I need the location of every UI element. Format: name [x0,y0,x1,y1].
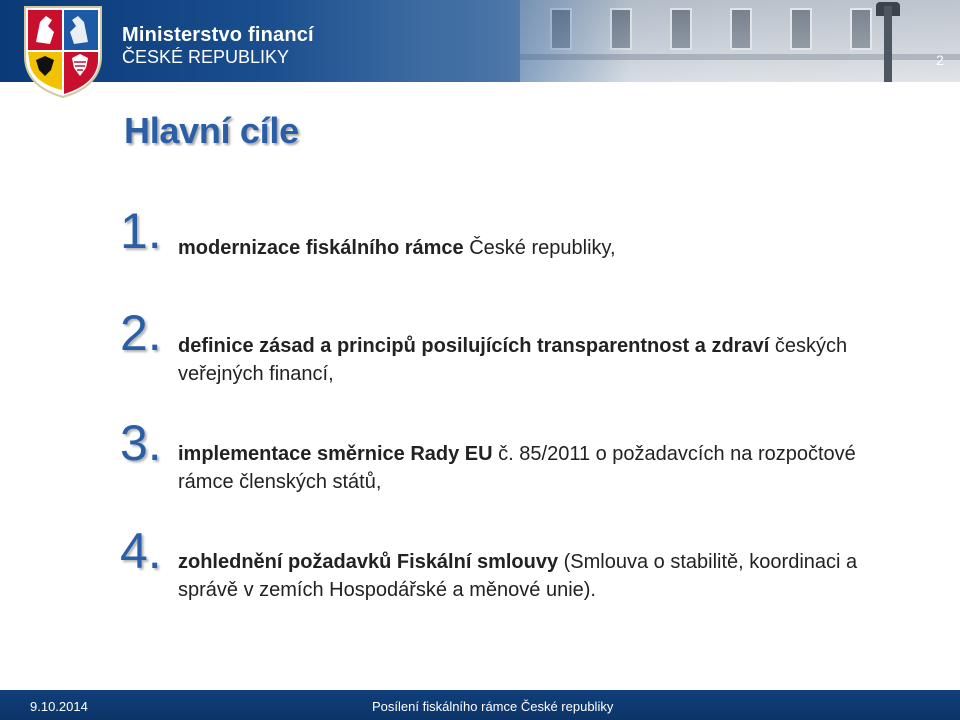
slide-title: Hlavní cíle [124,110,299,151]
lamp-post [884,6,892,82]
goal-bold-text: implementace směrnice Rady EU [178,443,493,465]
goal-bold-text: definice zásad a principů posilujících transparentnost a zdraví [178,335,770,357]
goal-number: 1. [120,203,162,259]
ministry-subtitle: ČESKÉ REPUBLIKY [122,47,290,67]
footer-title: Posílení fiskálního rámce České republiky [372,699,614,714]
ministry-title: Ministerstvo financí [122,24,314,46]
header-fade [430,0,630,82]
goal-rest-text: (Smlouva o stabilitě, koordinaci a správě v zemích Hospodářské a měnové unie). [178,551,858,601]
goal-text [178,548,878,604]
window-decoration [850,8,872,50]
goal-bold-text: modernizace fiskálního rámce [178,237,464,259]
coat-of-arms-icon [22,4,104,100]
goal-text [178,234,878,262]
goal-number: 2. [120,305,162,361]
window-decoration [730,8,752,50]
goal-text [178,332,878,388]
header-banner [0,0,960,82]
goal-rest-text: českých veřejných financí, [178,335,848,385]
goal-number: 3. [120,415,162,471]
goal-number: 4. [120,523,162,579]
goal-text [178,440,878,496]
goal-rest-text: České republiky, [463,237,616,259]
window-decoration [670,8,692,50]
goal-rest-text: č. 85/2011 o požadavcích na rozpočtové rámce členských států, [178,443,856,493]
footer-bar [0,690,960,720]
page-number: 2 [936,52,944,68]
footer-date: 9.10.2014 [30,699,88,714]
goal-bold-text: zohlednění požadavků Fiskální smlouvy [178,551,559,573]
window-decoration [790,8,812,50]
